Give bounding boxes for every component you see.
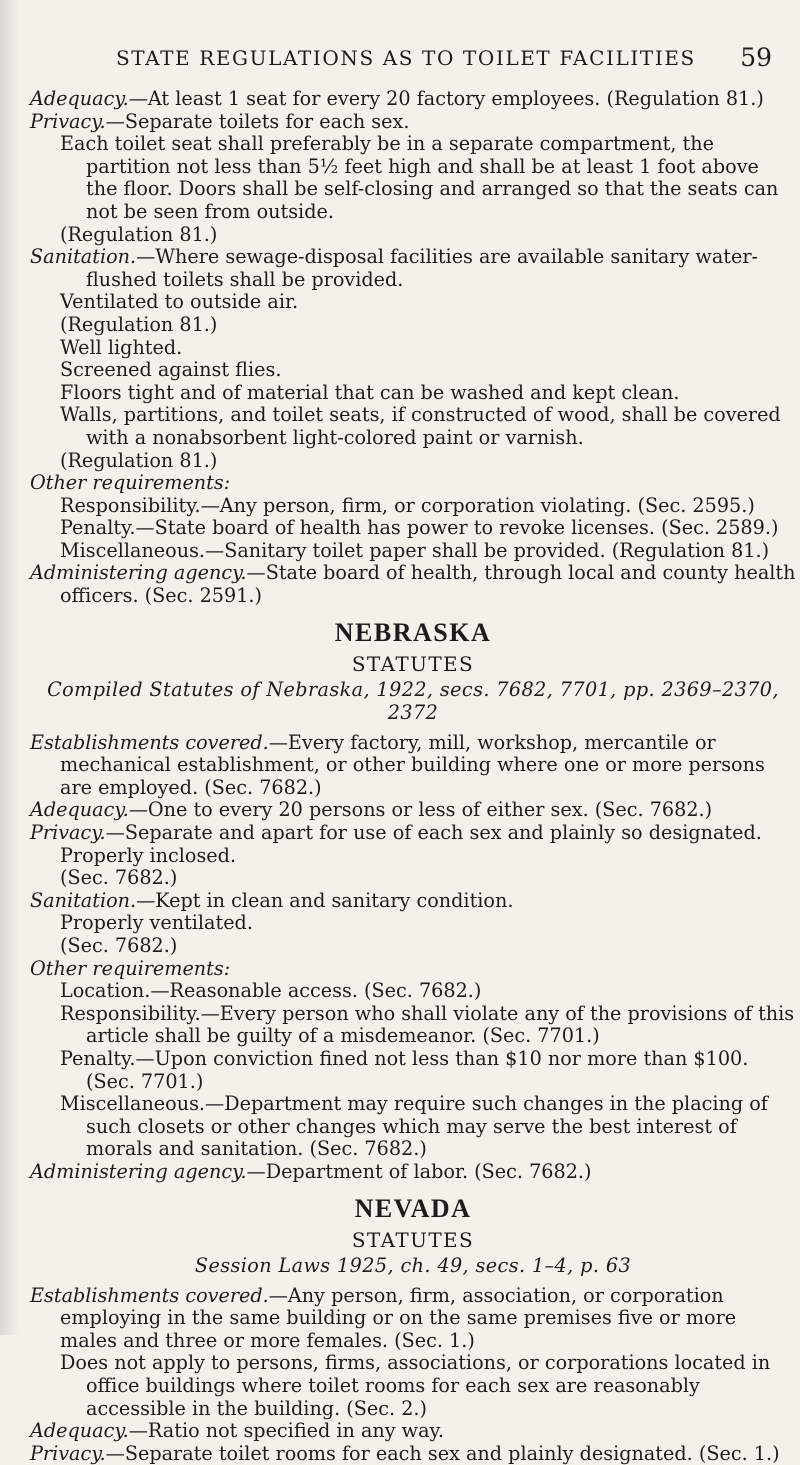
state-heading-nebraska: NEBRASKA bbox=[334, 617, 492, 647]
location-line: Location.—Reasonable access. (Sec. 7682.) bbox=[60, 979, 482, 1003]
statute-citation: Session Laws 1925, ch. 49, secs. 1–4, p. 63 bbox=[194, 1253, 632, 1277]
administering-agency-paragraph: Administering agency.—Department of labor. (Sec. 7682.) bbox=[30, 1159, 592, 1183]
establishments-paragraph: Establishments covered.—Every factory, mill, workshop, mercantile or mechanical establishment, or other building where one or more persons are employed. (Sec. 7682.) bbox=[30, 730, 765, 799]
penalty-paragraph: Penalty.—Upon conviction fined not less than $10 nor more than $100. bbox=[60, 1046, 749, 1070]
section-ref: (Sec. 7682.) bbox=[60, 866, 178, 890]
adequacy-paragraph: Adequacy.—One to every 20 persons or less of either sex. (Sec. 7682.) bbox=[30, 798, 713, 822]
privacy-paragraph: Privacy.—Separate toilet rooms for each sex and plainly designated. (Sec. 1.) bbox=[30, 1441, 780, 1465]
header-title: STATE REGULATIONS AS TO TOILET FACILITIES bbox=[116, 46, 696, 70]
state-heading-nevada: NEVADA bbox=[354, 1193, 472, 1223]
statute-citation: Compiled Statutes of Nebraska, 1922, secs. 7682, 7701, pp. 2369–2370, 2372 bbox=[47, 677, 779, 724]
responsibility-line: Responsibility.—Any person, firm, or corporation violating. (Sec. 2595.) bbox=[60, 493, 755, 517]
exemption-paragraph: Does not apply to persons, firms, associations, or corporations located in office buildings where toilet rooms for each sex are reasonably accessible in the building. (Sec. 2.) bbox=[60, 1351, 771, 1420]
other-requirements-heading: Other requirements: bbox=[30, 956, 231, 980]
regulation-ref: (Regulation 81.) bbox=[60, 222, 218, 246]
walls-paragraph: Walls, partitions, and toilet seats, if constructed of wood, shall be covered with a nonabsorbent light-colored paint or varnish. bbox=[60, 403, 781, 449]
statutes-heading: STATUTES bbox=[351, 651, 475, 676]
ventilated-line: Ventilated to outside air. bbox=[60, 290, 299, 314]
toilet-seat-paragraph: Each toilet seat shall preferably be in a separate compartment, the partition not less than 5½ feet high and shall be at least 1 foot above the floor. Doors shall be self-closing and arranged so that the seats can not be seen from outside. bbox=[60, 132, 779, 223]
sanitation-paragraph: Sanitation.—Kept in clean and sanitary condition. bbox=[30, 888, 514, 912]
section-ref: (Sec. 7701.) bbox=[86, 1069, 204, 1093]
inclosed-line: Properly inclosed. bbox=[60, 843, 237, 867]
adequacy-paragraph: Adequacy.—Ratio not specified in any way. bbox=[30, 1419, 444, 1443]
ventilated-line: Properly ventilated. bbox=[60, 911, 253, 935]
responsibility-paragraph: Responsibility.—Every person who shall violate any of the provisions of this article shall be guilty of a misdemeanor. (Sec. 7701.) bbox=[60, 1001, 795, 1048]
lighted-line: Well lighted. bbox=[60, 335, 183, 359]
privacy-paragraph: Privacy.—Separate and apart for use of each sex and plainly so designated. bbox=[30, 821, 762, 845]
page-number: 59 bbox=[740, 43, 772, 72]
statutes-heading: STATUTES bbox=[351, 1227, 475, 1252]
privacy-paragraph: Privacy.—Separate toilets for each sex. bbox=[30, 109, 410, 133]
section-ref: (Sec. 7682.) bbox=[60, 934, 178, 957]
running-header bbox=[116, 43, 796, 72]
document-body bbox=[30, 88, 796, 1465]
administering-agency-paragraph: Administering agency.—State board of health, through local and county health officers. (Sec. 2591.) bbox=[30, 561, 796, 608]
sanitation-paragraph: Sanitation.—Where sewage-disposal facilities are available sanitary water-flushed toilets shall be provided. bbox=[30, 245, 758, 291]
regulation-ref: (Regulation 81.) bbox=[60, 448, 218, 472]
regulation-ref: (Regulation 81.) bbox=[60, 312, 218, 336]
adequacy-paragraph: Adequacy.—At least 1 seat for every 20 factory employees. (Regulation 81.) bbox=[30, 87, 764, 110]
other-requirements-heading: Other requirements: bbox=[30, 471, 231, 495]
screened-line: Screened against flies. bbox=[60, 358, 282, 382]
penalty-line: Penalty.—State board of health has power to revoke licenses. (Sec. 2589.) bbox=[60, 516, 779, 540]
miscellaneous-line: Miscellaneous.—Sanitary toilet paper shall be provided. (Regulation 81.) bbox=[60, 538, 770, 562]
establishments-paragraph: Establishments covered.—Any person, firm, association, or corporation employing in the same building or on the same premises five or more males and three or more females. (Sec. 1.) bbox=[30, 1283, 737, 1352]
miscellaneous-paragraph: Miscellaneous.—Department may require such changes in the placing of such closets or other changes which may serve the best interest of morals and sanitation. (Sec. 7682.) bbox=[60, 1092, 768, 1161]
floors-line: Floors tight and of material that can be washed and kept clean. bbox=[60, 380, 680, 404]
page-gutter-shadow bbox=[0, 0, 20, 1335]
